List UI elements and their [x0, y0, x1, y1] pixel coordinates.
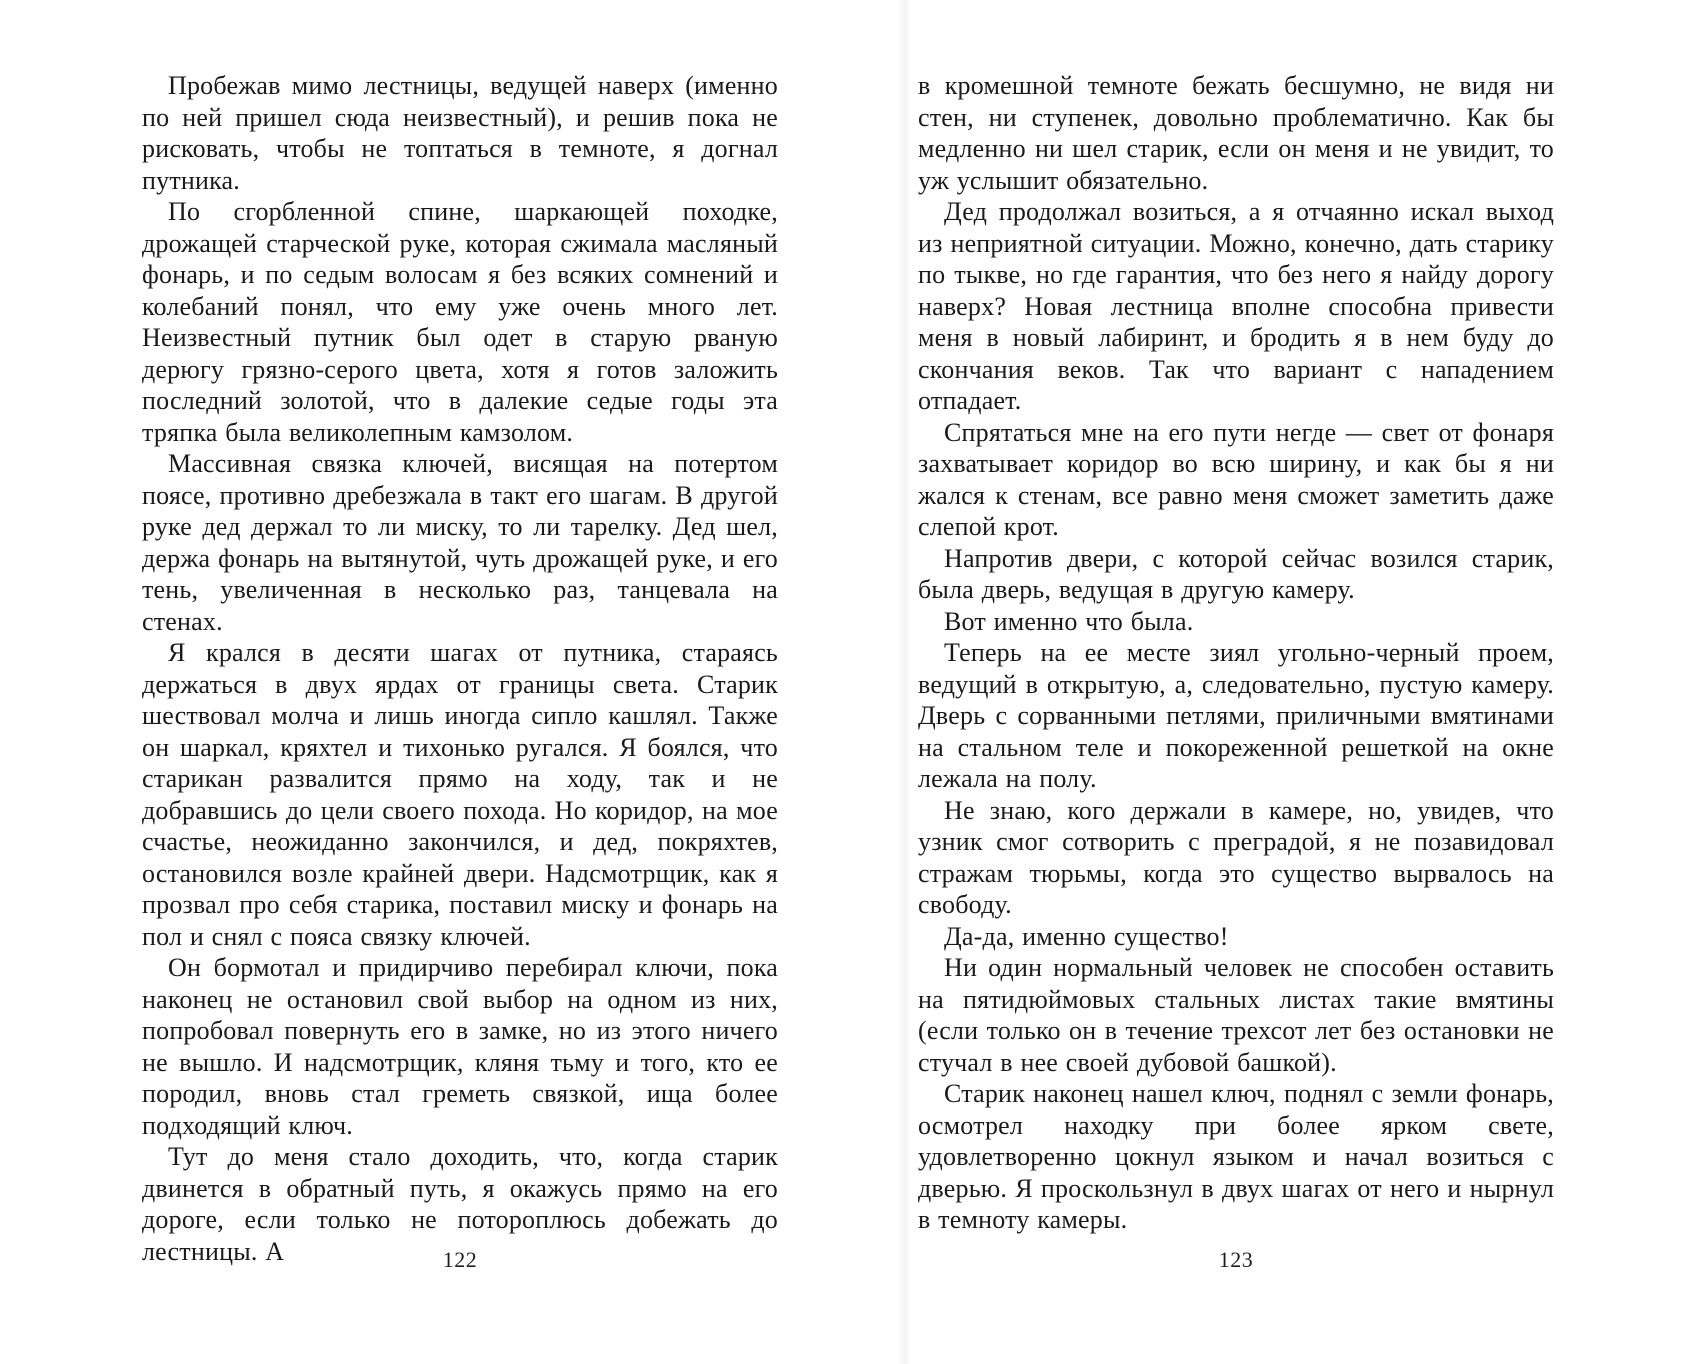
paragraph: Теперь на ее месте зиял угольно-черный проем, ведущий в открытую, а, следовательно, пустую камеру. Дверь с сорванными петлями, приличными вмятинами на стальном теле и покореженной решеткой на окне лежала на полу.	[918, 638, 1554, 793]
paragraph: Напротив двери, с которой сейчас возился старик, была дверь, ведущая в другую камеру.	[918, 543, 1554, 604]
left-page-text	[142, 70, 778, 1267]
paragraph: Массивная связка ключей, висящая на потертом поясе, противно дребезжала в такт его шагам. В другой руке дед держал то ли миску, то ли тарелку. Дед шел, держа фонарь на вытянутой, чуть дрожащей руке, и его тень, увеличенная в несколько раз, танцевала на стенах.	[142, 449, 778, 636]
paragraph-continuation: в кромешной темноте бежать бесшумно, не видя ни стен, ни ступенек, довольно проблематично. Как бы медленно ни шел старик, если он меня и не увидит, то уж услышит обязательно.	[918, 71, 1554, 195]
paragraph: Пробежав мимо лестницы, ведущей наверх (именно по ней пришел сюда неизвестный), и решив пока не рисковать, чтобы не топтаться в темноте, я догнал путника.	[142, 71, 778, 195]
right-page	[918, 70, 1554, 1360]
page-number: 123	[1218, 1247, 1254, 1272]
paragraph: Вот именно что была.	[944, 606, 1194, 636]
paragraph: Не знаю, кого держали в камере, но, увидев, что узник смог сотворить с преградой, я не позавидовал стражам тюрьмы, когда это существо вырвалось на свободу.	[918, 795, 1554, 919]
page-number: 122	[442, 1247, 478, 1272]
paragraph: Старик наконец нашел ключ, поднял с земли фонарь, осмотрел находку при более ярком свете, удовлетворенно цокнул языком и начал возиться с дверью. Я проскользнул в двух шагах от него и нырнул в темноту камеры.	[918, 1079, 1554, 1234]
paragraph: Спрятаться мне на его пути негде — свет от фонаря захватывает коридор во всю ширину, и как бы я ни жался к стенам, все равно меня сможет заметить даже слепой крот.	[918, 417, 1554, 541]
paragraph: По сгорбленной спине, шаркающей походке, дрожащей старческой руке, которая сжимала масляный фонарь, и по седым волосам я без всяких сомнений и колебаний понял, что ему уже очень много лет. Неизвестный путник был одет в старую рваную дерюгу грязно-серого цвета, хотя я готов заложить последний золотой, что в далекие седые годы эта тряпка была великолепным камзолом.	[142, 197, 778, 447]
paragraph: Я крался в десяти шагах от путника, стараясь держаться в двух ярдах от границы света. Старик шествовал молча и лишь иногда сипло кашлял. Также он шаркал, кряхтел и тихонько ругался. Я боялся, что старикан развалится прямо на ходу, так и не добравшись до цели своего похода. Но коридор, на мое счастье, неожиданно закончился, и дед, покряхтев, остановился возле крайней двери. Надсмотрщик, как я прозвал про себя старика, поставил миску и фонарь на пол и снял с пояса связку ключей.	[142, 638, 778, 951]
paragraph: Тут до меня стало доходить, что, когда старик двинется в обратный путь, я окажусь прямо на его дороге, если только не потороплюсь добежать до лестницы. А	[142, 1142, 778, 1266]
paragraph: Да-да, именно существо!	[944, 921, 1229, 951]
paragraph: Дед продолжал возиться, а я отчаянно искал выход из неприятной ситуации. Можно, конечно, дать старику по тыкве, но где гарантия, что без него я найду дорогу наверх? Новая лестница вполне способна привести меня в новый лабиринт, и бродить я в нем буду до скончания веков. Так что вариант с нападением отпадает.	[918, 197, 1554, 415]
right-page-text	[918, 70, 1554, 1236]
paragraph: Ни один нормальный человек не способен оставить на пятидюймовых стальных листах такие вмятины (если только он в течение трехсот лет без остановки не стучал в нее своей дубовой башкой).	[918, 953, 1554, 1077]
paragraph: Он бормотал и придирчиво перебирал ключи, пока наконец не остановил свой выбор на одном из них, попробовал повернуть его в замке, но из этого ничего не вышло. И надсмотрщик, кляня тьму и того, кто ее породил, вновь стал греметь связкой, ища более подходящий ключ.	[142, 953, 778, 1140]
book-gutter	[897, 0, 911, 1364]
left-page	[142, 70, 778, 1360]
